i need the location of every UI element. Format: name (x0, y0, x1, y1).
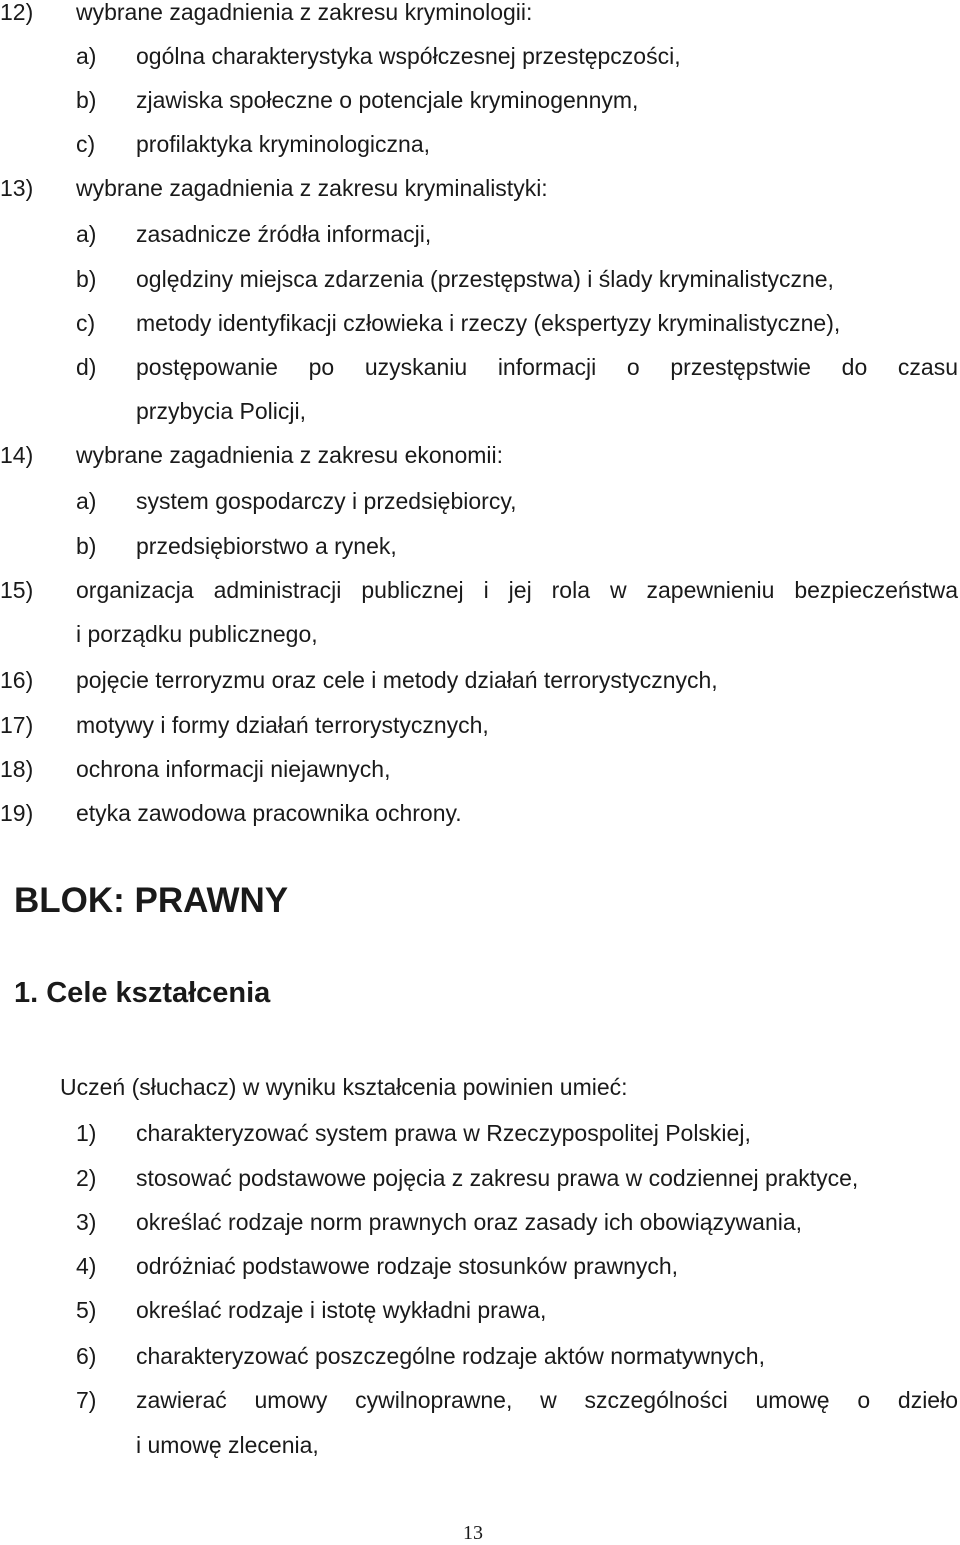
sub-item-text: przybycia Policji, (136, 398, 306, 424)
goal-number: 6) (76, 1343, 97, 1369)
sub-item-text: przedsiębiorstwo a rynek, (136, 533, 397, 559)
goal-text: i umowę zlecenia, (136, 1432, 319, 1458)
sub-item-letter: a) (76, 43, 97, 69)
goal-number: 3) (76, 1209, 97, 1235)
goal-text: charakteryzować poszczególne rodzaje aktów normatywnych, (136, 1343, 765, 1369)
sub-item-letter: a) (76, 221, 97, 247)
sub-item-letter: b) (76, 533, 97, 559)
sub-item-text: metody identyfikacji człowieka i rzeczy (ekspertyzy kryminalistyczne), (136, 310, 841, 336)
item-text: wybrane zagadnienia z zakresu kryminologii: (76, 0, 533, 25)
goal-text: stosować podstawowe pojęcia z zakresu prawa w codziennej praktyce, (136, 1165, 859, 1191)
section-heading: 1. Cele kształcenia (14, 977, 271, 1009)
sub-item-text: postępowanie po uzyskaniu informacji o przestępstwie do czasu (136, 354, 958, 380)
item-number: 19) (0, 800, 34, 826)
goal-number: 4) (76, 1253, 97, 1279)
goal-text: odróżniać podstawowe rodzaje stosunków prawnych, (136, 1253, 679, 1279)
goal-number: 7) (76, 1387, 97, 1413)
sub-item-letter: c) (76, 131, 96, 157)
sub-item-letter: b) (76, 87, 97, 113)
sub-item-letter: c) (76, 310, 96, 336)
item-text: wybrane zagadnienia z zakresu ekonomii: (76, 442, 504, 468)
item-text: ochrona informacji niejawnych, (76, 756, 391, 782)
goal-number: 2) (76, 1165, 97, 1191)
block-heading: BLOK: PRAWNY (14, 881, 289, 920)
page-number: 13 (463, 1522, 483, 1544)
sub-item-letter: a) (76, 488, 97, 514)
goal-number: 1) (76, 1120, 97, 1146)
item-number: 18) (0, 756, 34, 782)
sub-item-text: ogólna charakterystyka współczesnej przestępczości, (136, 43, 681, 69)
sub-item-letter: b) (76, 266, 97, 292)
item-number: 13) (0, 175, 34, 201)
sub-item-text: oględziny miejsca zdarzenia (przestępstwa) i ślady kryminalistyczne, (136, 266, 834, 292)
goal-text: zawierać umowy cywilnoprawne, w szczególności umowę o dzieło (136, 1387, 958, 1413)
item-text: motywy i formy działań terrorystycznych, (76, 712, 489, 738)
item-number: 16) (0, 667, 34, 693)
goal-text: określać rodzaje i istotę wykładni prawa, (136, 1297, 547, 1323)
item-number: 17) (0, 712, 34, 738)
sub-item-text: zjawiska społeczne o potencjale kryminogennym, (136, 87, 639, 113)
item-text: etyka zawodowa pracownika ochrony. (76, 800, 462, 826)
sub-item-text: profilaktyka kryminologiczna, (136, 131, 431, 157)
sub-item-text: zasadnicze źródła informacji, (136, 221, 432, 247)
sub-item-letter: d) (76, 354, 97, 380)
intro-text: Uczeń (słuchacz) w wyniku kształcenia powinien umieć: (60, 1074, 628, 1100)
item-number: 14) (0, 442, 34, 468)
goal-text: charakteryzować system prawa w Rzeczypospolitej Polskiej, (136, 1120, 751, 1146)
goal-number: 5) (76, 1297, 97, 1323)
item-text: pojęcie terroryzmu oraz cele i metody działań terrorystycznych, (76, 667, 718, 693)
goal-text: określać rodzaje norm prawnych oraz zasady ich obowiązywania, (136, 1209, 803, 1235)
item-text: wybrane zagadnienia z zakresu kryminalistyki: (76, 175, 548, 201)
item-text: organizacja administracji publicznej i jej rola w zapewnieniu bezpieczeństwa (76, 577, 958, 603)
item-number: 12) (0, 0, 34, 25)
item-text: i porządku publicznego, (76, 621, 318, 647)
sub-item-text: system gospodarczy i przedsiębiorcy, (136, 488, 517, 514)
item-number: 15) (0, 577, 34, 603)
